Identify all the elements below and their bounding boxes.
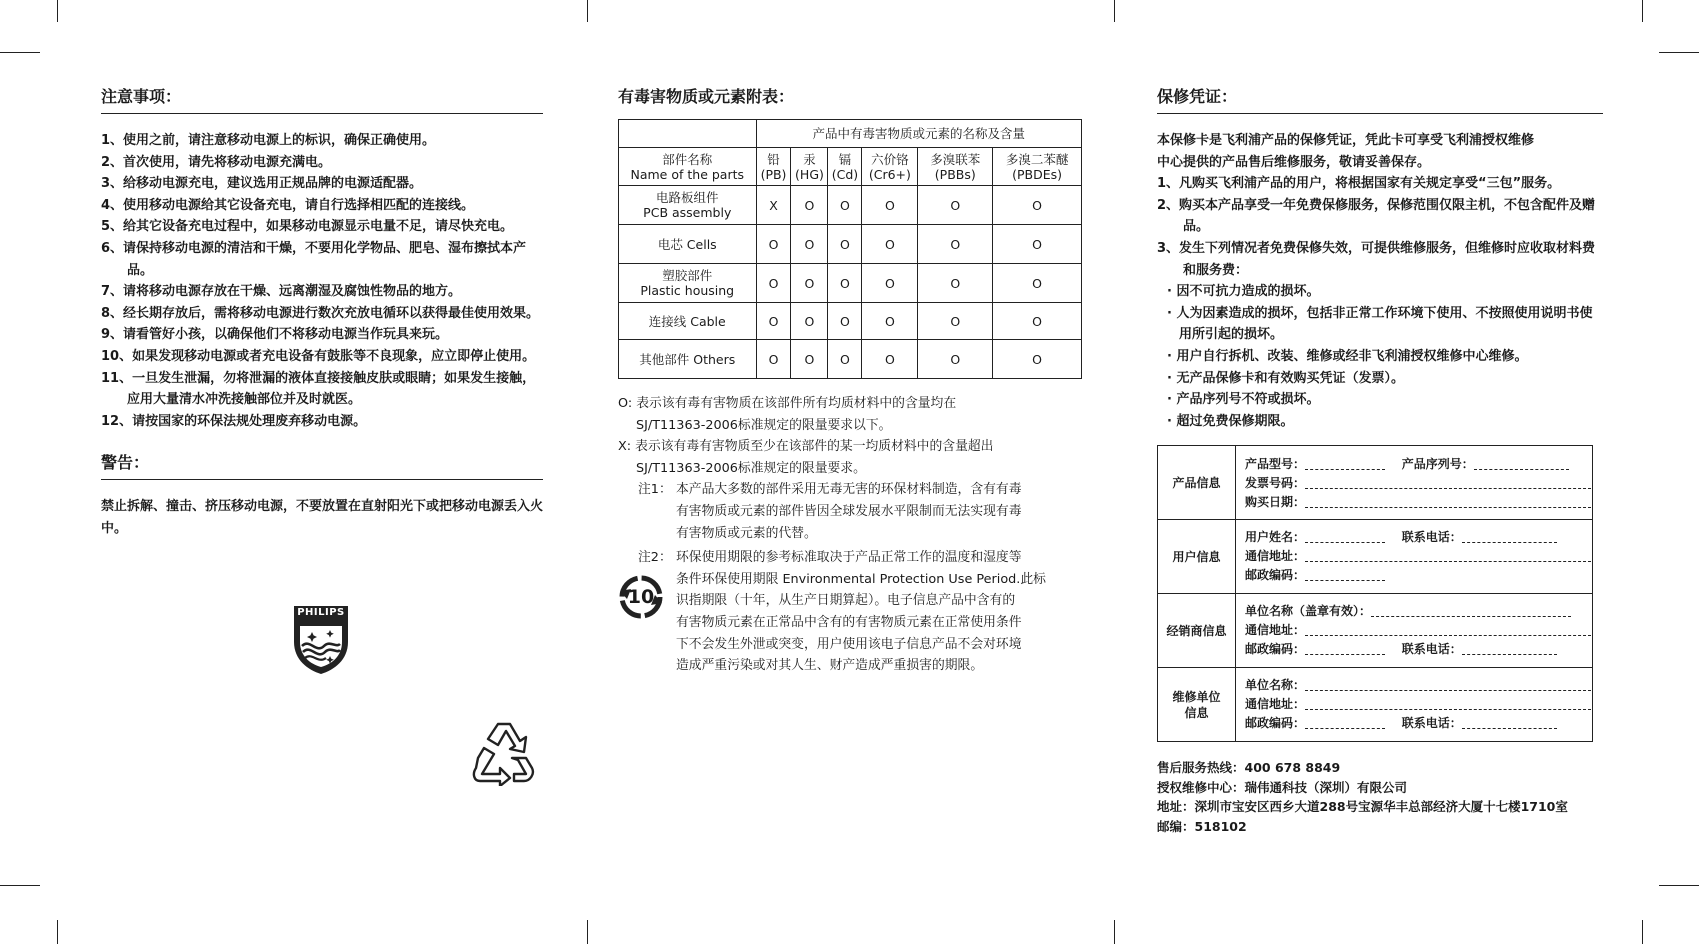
list-item: 2、首次使用，请先将移动电源充满电。 bbox=[101, 154, 332, 170]
list-item: 1、使用之前，请注意移动电源上的标识，确保正确使用。 bbox=[101, 133, 436, 148]
note-1-body bbox=[676, 479, 1022, 544]
list-item: 3、发生下列情况者免费保修失效，可提供维修服务，但维修时应收取材料费和服务费： bbox=[1157, 240, 1596, 278]
table-cell: O bbox=[862, 303, 918, 340]
substance-header bbox=[828, 148, 862, 186]
crop-mark bbox=[1114, 0, 1115, 22]
note-line: 造成严重污染或对其人生、财产造成严重损害的期限。 bbox=[676, 658, 984, 674]
warning-text: 禁止拆解、撞击、挤压移动电源，不要放置在直射阳光下或把移动电源丢入火中。 bbox=[101, 499, 544, 536]
dealer-info-label: 经销商信息 bbox=[1158, 594, 1236, 668]
substance-header bbox=[862, 148, 918, 186]
substance-header bbox=[791, 148, 828, 186]
table-cell: O bbox=[918, 264, 993, 303]
table-cell: O bbox=[862, 264, 918, 303]
substance-header bbox=[918, 148, 993, 186]
warranty-exclusions bbox=[1157, 281, 1603, 432]
part-name bbox=[619, 303, 757, 340]
empty-cell bbox=[619, 120, 757, 148]
part-name-cn: 连接线 Cable bbox=[648, 313, 726, 329]
table-cell: O bbox=[862, 340, 918, 379]
table-cell: O bbox=[791, 264, 828, 303]
table-row bbox=[619, 303, 1082, 340]
dealer-company-field[interactable] bbox=[1237, 602, 1591, 621]
table-cell: O bbox=[993, 340, 1082, 379]
repair-label-line: 维修单位 bbox=[1172, 689, 1221, 704]
field-label: 发票号码： bbox=[1244, 475, 1305, 490]
service-postcode: 邮编：518102 bbox=[1157, 818, 1247, 834]
note-line: 有害物质或元素的部件皆因全球发展水平限制而无法实现有毒 bbox=[676, 503, 1022, 519]
bullet-item: · 因不可抗力造成的损坏。 bbox=[1167, 284, 1320, 300]
warranty-intro bbox=[1157, 130, 1603, 173]
part-name-cn: 电芯 Cells bbox=[657, 236, 717, 252]
intro-line: 中心提供的产品售后维修服务，敬请妥善保存。 bbox=[1157, 154, 1431, 170]
note-line: 有害物质元素在正常品中含有的有害物质元素在正常使用条件 bbox=[676, 614, 1022, 630]
table-cell: O bbox=[993, 225, 1082, 264]
table-cell: O bbox=[918, 303, 993, 340]
list-item: 10、如果发现移动电源或者充电设备有鼓胀等不良现象，应立即停止使用。 bbox=[101, 348, 536, 364]
warranty-column bbox=[1157, 84, 1603, 836]
purchase-date-field[interactable] bbox=[1237, 493, 1591, 512]
table-cell: O bbox=[828, 303, 862, 340]
notes-list bbox=[101, 130, 543, 432]
field-label: 联系电话： bbox=[1401, 716, 1462, 731]
note-o-line: O: 表示该有毒有害物质在该部件所有均质材料中的含量均在 bbox=[618, 396, 957, 411]
substance-symbol: (PB) bbox=[760, 166, 787, 182]
hazard-column bbox=[618, 84, 1088, 677]
table-cell: O bbox=[993, 264, 1082, 303]
part-header bbox=[619, 148, 757, 186]
list-item: 5、给其它设备充电过程中，如果移动电源显示电量不足，请尽快充电。 bbox=[101, 219, 514, 235]
field-label: 通信地址： bbox=[1244, 623, 1305, 638]
crop-mark bbox=[57, 0, 58, 22]
part-name bbox=[619, 340, 757, 379]
list-item: 3、给移动电源充电，建议选用正规品牌的电源适配器。 bbox=[101, 176, 423, 192]
note-o-line: SJ/T11363-2006标准规定的限量要求以下。 bbox=[636, 417, 892, 433]
list-item: 9、请看管好小孩，以确保他们不将移动电源当作玩具来玩。 bbox=[101, 327, 449, 343]
part-name-cn: 其他部件 Others bbox=[639, 351, 736, 367]
crop-mark bbox=[0, 52, 40, 53]
note-line: 识指期限（十年，从生产日期算起）。电子信息产品中含有的 bbox=[676, 593, 1016, 609]
table-cell: O bbox=[791, 340, 828, 379]
list-item: 12、请按国家的环保法规处理废弃移动电源。 bbox=[101, 413, 367, 429]
note-x-line: X: 表示该有毒有害物质至少在该部件的某一均质材料中的含量超出 bbox=[618, 439, 994, 455]
list-item: 11、一旦发生泄漏，勿将泄漏的液体直接接触皮肤或眼睛；如果发生接触，应用大量清水冲洗接触部位并及时就医。 bbox=[101, 370, 536, 408]
field-label: 单位名称： bbox=[1244, 678, 1305, 693]
repair-postcode-field[interactable] bbox=[1237, 714, 1591, 733]
field-label: 产品序列号： bbox=[1401, 456, 1474, 471]
notes-title: 注意事项： bbox=[101, 84, 543, 114]
substance-symbol: (PBBs) bbox=[934, 166, 976, 182]
substance-cn: 汞 bbox=[803, 151, 816, 167]
table-header: 产品中有毒害物质或元素的名称及含量 bbox=[756, 120, 1081, 148]
table-cell: O bbox=[791, 225, 828, 264]
service-center: 授权维修中心：瑞伟通科技（深圳）有限公司 bbox=[1157, 779, 1408, 795]
list-item: 7、请将移动电源存放在干燥、远离潮湿及腐蚀性物品的地方。 bbox=[101, 284, 462, 300]
warranty-title: 保修凭证： bbox=[1157, 84, 1603, 114]
philips-logo-text: PHILIPS bbox=[297, 607, 345, 618]
table-cell: O bbox=[862, 225, 918, 264]
table-cell: O bbox=[828, 264, 862, 303]
substance-header bbox=[756, 148, 791, 186]
substance-symbol: (Cd) bbox=[831, 166, 859, 182]
part-name bbox=[619, 264, 757, 303]
substance-symbol: (PBDEs) bbox=[1012, 166, 1063, 182]
table-cell: O bbox=[918, 340, 993, 379]
table-cell: O bbox=[791, 303, 828, 340]
table-cell: X bbox=[756, 186, 791, 225]
bullet-item: · 用户自行拆机、改装、维修或经非飞利浦授权维修中心维修。 bbox=[1167, 348, 1528, 364]
part-name bbox=[619, 225, 757, 264]
dealer-info-fields bbox=[1235, 594, 1592, 668]
part-name-cn: 电路板组件 bbox=[656, 190, 719, 205]
note-line: 有害物质或元素的代替。 bbox=[676, 525, 817, 541]
table-cell: O bbox=[791, 186, 828, 225]
list-item: 1、凡购买飞利浦产品的用户，将根据国家有关规定享受“三包”服务。 bbox=[1157, 176, 1561, 192]
list-item: 6、请保持移动电源的清洁和干燥，不要用化学物品、肥皂、湿布擦拭本产品。 bbox=[101, 240, 527, 278]
dealer-address-field[interactable] bbox=[1237, 621, 1591, 640]
part-name bbox=[619, 186, 757, 225]
repair-label-line: 信息 bbox=[1184, 705, 1209, 720]
table-cell: O bbox=[756, 225, 791, 264]
crop-mark bbox=[587, 0, 588, 22]
table-cell: O bbox=[756, 303, 791, 340]
crop-mark bbox=[1642, 0, 1643, 22]
table-row bbox=[619, 225, 1082, 264]
crop-mark bbox=[587, 920, 588, 944]
table-cell: O bbox=[862, 186, 918, 225]
bullet-item: · 产品序列号不符或损坏。 bbox=[1167, 392, 1320, 408]
note-2-body bbox=[676, 547, 1046, 677]
field-label: 通信地址： bbox=[1244, 697, 1305, 712]
bullet-item: · 无产品保修卡和有效购买凭证（发票）。 bbox=[1167, 370, 1404, 386]
substance-symbol: (Cr6+) bbox=[868, 166, 911, 182]
note-line: 本产品大多数的部件采用无毒无害的环保材料制造，含有有毒 bbox=[676, 482, 1022, 498]
user-address-field[interactable] bbox=[1237, 547, 1591, 566]
crop-mark bbox=[1114, 920, 1115, 944]
part-name-cn: 塑胶部件 bbox=[662, 268, 713, 283]
service-hotline: 售后服务热线：400 678 8849 bbox=[1157, 760, 1341, 776]
table-cell: O bbox=[918, 225, 993, 264]
substance-cn: 多溴二苯醚 bbox=[1005, 151, 1069, 167]
repair-address-field[interactable] bbox=[1237, 695, 1591, 714]
note-2 bbox=[618, 547, 1088, 677]
list-item: 8、经长期存放后，需将移动电源进行数次充放电循环以获得最佳使用效果。 bbox=[101, 305, 540, 321]
substance-cn: 六价铬 bbox=[871, 151, 909, 167]
part-header-en: Name of the parts bbox=[630, 166, 745, 182]
note-line: 条件环保使用期限 Environmental Protection Use Period.此标 bbox=[676, 571, 1046, 587]
substance-cn: 镉 bbox=[838, 151, 852, 167]
crop-mark bbox=[0, 885, 40, 886]
crop-mark bbox=[57, 920, 58, 944]
repair-unit-field[interactable] bbox=[1237, 676, 1591, 695]
field-label: 产品型号： bbox=[1244, 456, 1305, 471]
notes-column bbox=[101, 84, 544, 618]
substance-header bbox=[993, 148, 1082, 186]
bullet-item: · 人为因素造成的损坏，包括非正常工作环境下使用、不按照使用说明书使用所引起的损坏。 bbox=[1167, 305, 1593, 343]
part-name-en: PCB assembly bbox=[643, 205, 732, 220]
user-postcode-field[interactable] bbox=[1237, 566, 1591, 585]
list-item: 4、使用移动电源给其它设备充电，请自行选择相匹配的连接线。 bbox=[101, 197, 475, 213]
field-label: 联系电话： bbox=[1401, 530, 1462, 545]
intro-line: 本保修卡是飞利浦产品的保修凭证，凭此卡可享受飞利浦授权维修 bbox=[1157, 133, 1535, 148]
substance-cn: 多溴联苯 bbox=[930, 151, 981, 167]
part-header-cn: 部件名称 bbox=[662, 151, 713, 167]
invoice-field[interactable] bbox=[1237, 474, 1591, 493]
bullet-item: · 超过免费保修期限。 bbox=[1167, 413, 1294, 429]
note-line: 下不会发生外泄或突变，用户使用该电子信息产品不会对环境 bbox=[676, 636, 1022, 652]
field-label: 通信地址： bbox=[1244, 549, 1305, 564]
note-1 bbox=[618, 479, 1088, 544]
warranty-list bbox=[1157, 173, 1603, 281]
crop-mark bbox=[1659, 52, 1699, 53]
table-row bbox=[619, 186, 1082, 225]
crop-mark bbox=[1659, 885, 1699, 886]
field-label: 联系电话： bbox=[1401, 642, 1462, 657]
table-cell: O bbox=[828, 340, 862, 379]
epup-logo bbox=[617, 573, 665, 621]
table-cell: O bbox=[756, 264, 791, 303]
crop-mark bbox=[1642, 920, 1643, 944]
substance-cn: 铅 bbox=[767, 151, 780, 167]
field-label: 邮政编码： bbox=[1244, 568, 1305, 583]
field-label: 邮政编码： bbox=[1244, 642, 1305, 657]
table-cell: O bbox=[918, 186, 993, 225]
philips-logo bbox=[290, 602, 352, 680]
table-cell: O bbox=[993, 303, 1082, 340]
hazard-notes bbox=[618, 393, 1088, 677]
epup-number: 10 bbox=[627, 586, 655, 609]
note-2-label: 注2： bbox=[638, 550, 672, 566]
user-info-fields bbox=[1235, 520, 1592, 594]
dealer-postcode-field[interactable] bbox=[1237, 640, 1591, 659]
field-label: 单位名称（盖章有效）： bbox=[1244, 604, 1371, 619]
recycle-icon bbox=[468, 716, 540, 786]
repair-info-fields bbox=[1235, 668, 1592, 742]
repair-info-label bbox=[1158, 668, 1236, 742]
part-name-en: Plastic housing bbox=[640, 283, 735, 298]
note-line: 环保使用期限的参考标准取决于产品正常工作的温度和湿度等 bbox=[676, 550, 1022, 566]
note-x-line: SJ/T11363-2006标准规定的限量要求。 bbox=[636, 460, 866, 476]
hazard-title: 有毒害物质或元素附表： bbox=[618, 87, 795, 106]
warranty-form bbox=[1157, 445, 1593, 742]
user-info-label: 用户信息 bbox=[1158, 520, 1236, 594]
list-item: 2、购买本产品享受一年免费保修服务，保修范围仅限主机，不包含配件及赠品。 bbox=[1157, 197, 1596, 235]
product-info-fields bbox=[1235, 446, 1592, 520]
field-label: 购买日期： bbox=[1244, 494, 1305, 509]
warning-title: 警告： bbox=[101, 450, 543, 480]
substance-symbol: (HG) bbox=[795, 166, 824, 182]
table-row bbox=[619, 264, 1082, 303]
table-cell: O bbox=[828, 186, 862, 225]
table-cell: O bbox=[828, 225, 862, 264]
service-info bbox=[1157, 758, 1603, 836]
service-address: 地址：深圳市宝安区西乡大道288号宝源华丰总部经济大厦十七楼1710室 bbox=[1157, 799, 1568, 815]
model-field[interactable] bbox=[1237, 455, 1591, 474]
note-1-label: 注1： bbox=[638, 482, 672, 498]
table-cell: O bbox=[993, 186, 1082, 225]
product-info-label: 产品信息 bbox=[1158, 446, 1236, 520]
table-row bbox=[619, 340, 1082, 379]
hazard-table bbox=[618, 119, 1082, 379]
user-name-field[interactable] bbox=[1237, 528, 1591, 547]
field-label: 用户姓名： bbox=[1244, 530, 1305, 545]
field-label: 邮政编码： bbox=[1244, 716, 1305, 731]
table-cell: O bbox=[756, 340, 791, 379]
